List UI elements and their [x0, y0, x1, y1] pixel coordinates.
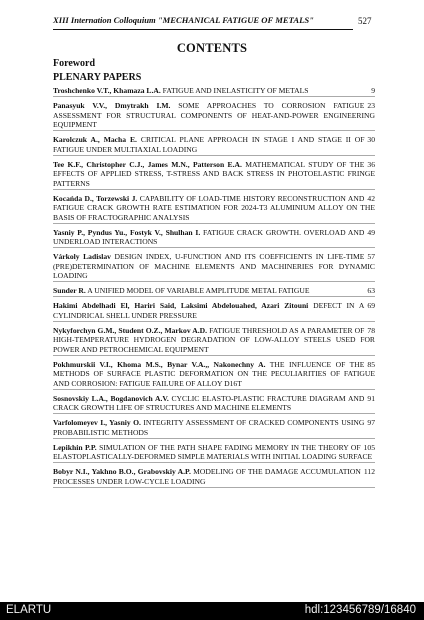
contents-entry	[53, 228, 375, 249]
entry-title: SIMULATION OF THE PATH SHAPE FADING MEMORY IN THE THEORY OF ELASTOPLASTICALLY-DEFORMED SIMPLE MATERIALS WITH INITIAL LOADING SURFACE	[53, 442, 373, 461]
contents-entry	[53, 160, 375, 190]
entry-authors: Várkoly Ladislav	[53, 252, 111, 261]
contents-entry	[53, 443, 375, 464]
entry-authors: Sosnovskiy L.A., Bogdanovich A.V.	[53, 393, 169, 403]
entry-authors: Pokhmurskii V.I., Khoma M.S., Bynar V.A.,, Nakonechny A.	[53, 359, 266, 369]
entry-authors: Nykyforchyn G.M., Student O.Z., Markov A.D.	[53, 325, 208, 335]
entry-page-number: 69	[367, 301, 375, 310]
entry-authors: Bobyr N.I., Yakhno B.O., Grabovskiy A.P.	[53, 467, 191, 476]
contents-list	[53, 86, 375, 492]
contents-entry	[53, 286, 375, 297]
entry-page-number: 57	[367, 252, 375, 261]
contents-entry	[53, 360, 375, 390]
running-head: XIII Internation Colloquium "MECHANICAL FATIGUE OF METALS"	[53, 15, 314, 25]
contents-entry	[53, 394, 375, 415]
contents-entry	[53, 194, 375, 224]
contents-entry	[53, 467, 375, 488]
entry-title: MODELING OF THE DAMAGE ACCUMULATION PROCESSES UNDER LOW-CYCLE LOADING	[53, 467, 361, 486]
entry-authors: Panasyuk V.V., Dmytrakh I.M.	[53, 101, 171, 110]
entry-authors: Troshchenko V.T., Khamaza L.A.	[53, 86, 161, 95]
entry-page-number: 23	[367, 101, 375, 110]
entry-page-number: 112	[363, 467, 375, 476]
contents-entry	[53, 135, 375, 156]
entry-page-number: 9	[371, 86, 375, 95]
contents-entry	[53, 418, 375, 439]
entry-title: FATIGUE CRACK GROWTH. OVERLOAD AND UNDERLOAD INTERACTIONS	[53, 227, 365, 246]
entry-title: MATHEMATICAL STUDY OF THE EFFECTS OF APPLIED STRESS, T-STRESS AND BACK STRESS IN PHOTOELASTIC FRINGE PATTERNS	[53, 159, 375, 188]
entry-title: CYCLIC ELASTO-PLASTIC FRACTURE DIAGRAM AND CRACK GROWTH LIFE OF STRUCTURES AND MACHINE ELEMENTS	[53, 393, 365, 412]
entry-page-number: 105	[363, 442, 375, 452]
contents-entry	[53, 101, 375, 131]
entry-page-number: 91	[367, 393, 375, 403]
entry-title: DESIGN INDEX, U-FUNCTION AND ITS COEFFICIENTS IN LIFE-TIME (PRE)DETERMINATION OF MACHINE ELEMENTS AND MACHINERIES FOR DYNAMIC LOADING	[53, 252, 375, 280]
entry-page-number: 63	[367, 286, 375, 295]
entry-title: FATIGUE THRESHOLD AS A PARAMETER OF HIGH-TEMPERATURE HYDROGEN DEGRADATION OF LOW-ALLOY STEELS USED FOR POWER AND PETROCHEMICAL EQUIPMENT	[53, 325, 375, 354]
entry-page-number: 36	[367, 159, 375, 169]
header-rule	[53, 29, 353, 30]
page-number: 527	[358, 16, 372, 26]
entry-authors: Karolczuk A., Macha E.	[53, 135, 137, 144]
contents-entry	[53, 326, 375, 356]
entry-title: INTEGRITY ASSESSMENT OF CRACKED COMPONENTS USING PROBABILISTIC METHODS	[53, 418, 365, 437]
contents-entry	[53, 301, 375, 322]
entry-title: A UNIFIED MODEL OF VARIABLE AMPLITUDE METAL FATIGUE	[87, 286, 310, 295]
entry-authors: Varfolomeyev I., Yasniy O.	[53, 418, 141, 427]
entry-title: SOME APPROACHES TO CORROSION FATIGUE ASSESSMENT FOR STRUCTURAL COMPONENTS OF HEAT-AND-POWER ENGINEERING EQUIPMENT	[53, 101, 375, 129]
footer-bar	[0, 602, 424, 620]
entry-authors: Kocańda D., Torzewski J.	[53, 193, 138, 203]
entry-authors: Lepikhin P.P.	[53, 442, 97, 452]
entry-title: CRITICAL PLANE APPROACH IN STAGE I AND STAGE II OF FATIGUE UNDER MULTIAXIAL LOADING	[53, 135, 365, 154]
contents-entry	[53, 86, 375, 97]
footer-source-label: ELARTU	[6, 604, 52, 616]
entry-page-number: 30	[367, 135, 375, 144]
entry-title: DEFECT IN A CYLINDRICAL SHELL UNDER PRESSURE	[53, 301, 365, 320]
foreword-heading: Foreword	[53, 58, 96, 69]
entry-page-number: 49	[367, 227, 375, 237]
entry-title: FATIGUE AND INELASTICITY OF METALS	[162, 86, 309, 95]
entry-page-number: 85	[367, 359, 375, 369]
entry-authors: Sunder R.	[53, 286, 86, 295]
entry-authors: Hakimi Abdelhadi El, Hariri Said, Laksimi Abdelouahed, Azari Zitouni	[53, 301, 309, 310]
entry-title: THE INFLUENCE OF THE METHODS OF SURFACE PLASTIC DEFORMATION ON THE PECULIARITIES OF FATIGUE AND CORROSION: FATIGUE FAILURE OF ALLOY D16T	[53, 359, 375, 388]
entry-page-number: 97	[367, 418, 375, 427]
footer-handle-link[interactable]: hdl:123456789/16840	[304, 604, 416, 616]
entry-authors: Yasniy P., Pyndus Yu., Fostyk V., Shulhan I.	[53, 227, 201, 237]
entry-authors: Tee K.F., Christopher C.J., James M.N., Patterson E.A.	[53, 159, 242, 169]
contents-entry	[53, 252, 375, 282]
entry-title: CAPABILITY OF LOAD-TIME HISTORY RECONSTRUCTION AND FATIGUE CRACK GROWTH RATE ESTIMATION FOR 2024-T3 ALUMINIUM ALLOY ON THE BASIS OF FRACTOGRAPHIC ANALYSIS	[53, 193, 375, 222]
entry-page-number: 78	[367, 325, 375, 335]
section-title: PLENARY PAPERS	[53, 72, 142, 83]
contents-title: CONTENTS	[176, 41, 248, 55]
entry-page-number: 42	[367, 193, 375, 203]
